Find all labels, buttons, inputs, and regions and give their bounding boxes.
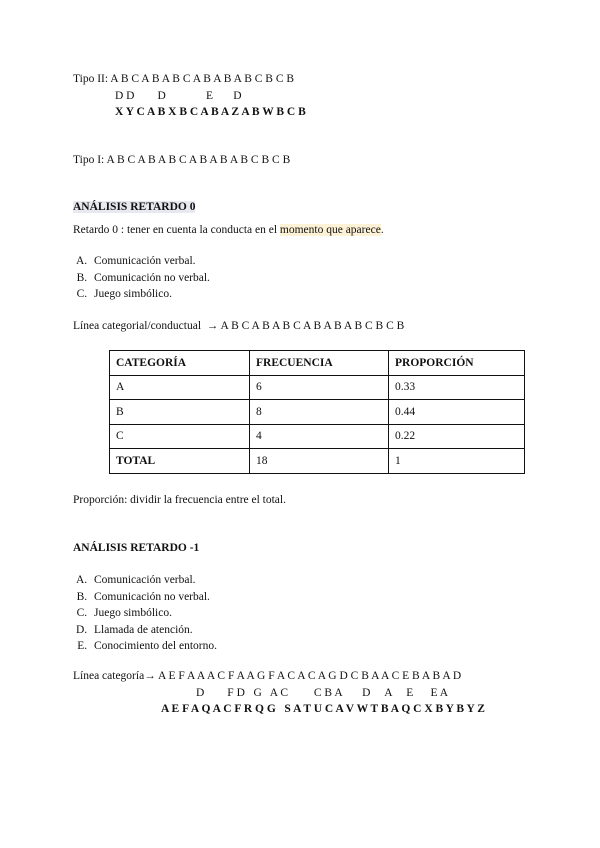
table-total-row xyxy=(110,449,525,474)
retardo1-sub-letters: D F D G A C C B A D A E E A xyxy=(196,687,449,699)
cell-frequency: 8 xyxy=(250,400,389,425)
cell-total-label: TOTAL xyxy=(110,449,250,474)
tipo2-sequence: A B C A B A B C A B A B A B C B C B xyxy=(110,73,295,85)
tipo2-line xyxy=(73,72,294,86)
table-row xyxy=(110,400,525,425)
cell-proportion: 0.33 xyxy=(389,375,525,400)
header-frecuencia: FRECUENCIA xyxy=(250,351,389,376)
retardo0-heading-text: ANÁLISIS RETARDO 0 xyxy=(73,201,196,213)
retardo1-category-list xyxy=(54,572,217,655)
tipo1-label: Tipo I: xyxy=(73,154,105,166)
list-item: C. Juego simbólico. xyxy=(90,605,217,622)
list-item: B. Comunicación no verbal. xyxy=(90,270,210,287)
retardo0-definition-prefix: Retardo 0 : tener en cuenta la conducta en el xyxy=(73,224,280,236)
cell-frequency: 4 xyxy=(250,424,389,449)
tipo1-line xyxy=(73,153,290,167)
cell-category: B xyxy=(110,400,250,425)
header-categoria: CATEGORÍA xyxy=(110,351,250,376)
tipo2-sub-letters: D D D E D xyxy=(115,90,242,102)
retardo0-definition xyxy=(73,223,384,237)
tipo1-sequence: A B C A B A B C A B A B A B C B C B xyxy=(106,154,291,166)
tipo2-bold-line: X Y C A B X B C A B A Z A B W B C B xyxy=(115,106,306,118)
retardo0-definition-highlight: momento que aparece xyxy=(279,224,381,236)
table-row xyxy=(110,424,525,449)
retardo0-heading xyxy=(73,200,195,214)
table-header-row xyxy=(110,351,525,376)
retardo1-heading: ANÁLISIS RETARDO -1 xyxy=(73,542,200,554)
cell-total-frequency: 18 xyxy=(250,449,389,474)
cell-category: C xyxy=(110,424,250,449)
retardo0-line-sequence: A B C A B A B C A B A B A B C B C B xyxy=(218,320,405,332)
list-item: A. Comunicación verbal. xyxy=(90,572,217,589)
table-row xyxy=(110,375,525,400)
list-item: A. Comunicación verbal. xyxy=(90,253,210,270)
list-item: D. Llamada de atención. xyxy=(90,622,217,639)
list-item: E. Conocimiento del entorno. xyxy=(90,638,217,655)
cell-total-proportion: 1 xyxy=(389,449,525,474)
retardo1-bold-line: A E F A Q A C F R Q G S A T U C A V W T B A Q C X B Y B Y Z xyxy=(161,703,485,715)
retardo1-category-line xyxy=(73,669,461,683)
frequency-table xyxy=(109,350,525,474)
cell-frequency: 6 xyxy=(250,375,389,400)
cell-category: A xyxy=(110,375,250,400)
retardo0-definition-suffix: . xyxy=(380,224,384,236)
list-item: C. Juego simbólico. xyxy=(90,286,210,303)
tipo2-label: Tipo II: xyxy=(73,73,109,85)
cell-proportion: 0.22 xyxy=(389,424,525,449)
cell-proportion: 0.44 xyxy=(389,400,525,425)
retardo1-line-sequence: A E F A A A C F A A G F A C A C A G D C B A A C E B A B A D xyxy=(155,670,462,682)
retardo0-category-list xyxy=(54,253,210,303)
header-proporcion: PROPORCIÓN xyxy=(389,351,525,376)
retardo0-category-line xyxy=(73,319,404,333)
retardo1-line-label: Línea categoría→ xyxy=(73,670,156,682)
list-item: B. Comunicación no verbal. xyxy=(90,589,217,606)
proportion-note: Proporción: dividir la frecuencia entre el total. xyxy=(73,494,286,506)
retardo0-line-label: Línea categorial/conductual → xyxy=(73,320,219,332)
